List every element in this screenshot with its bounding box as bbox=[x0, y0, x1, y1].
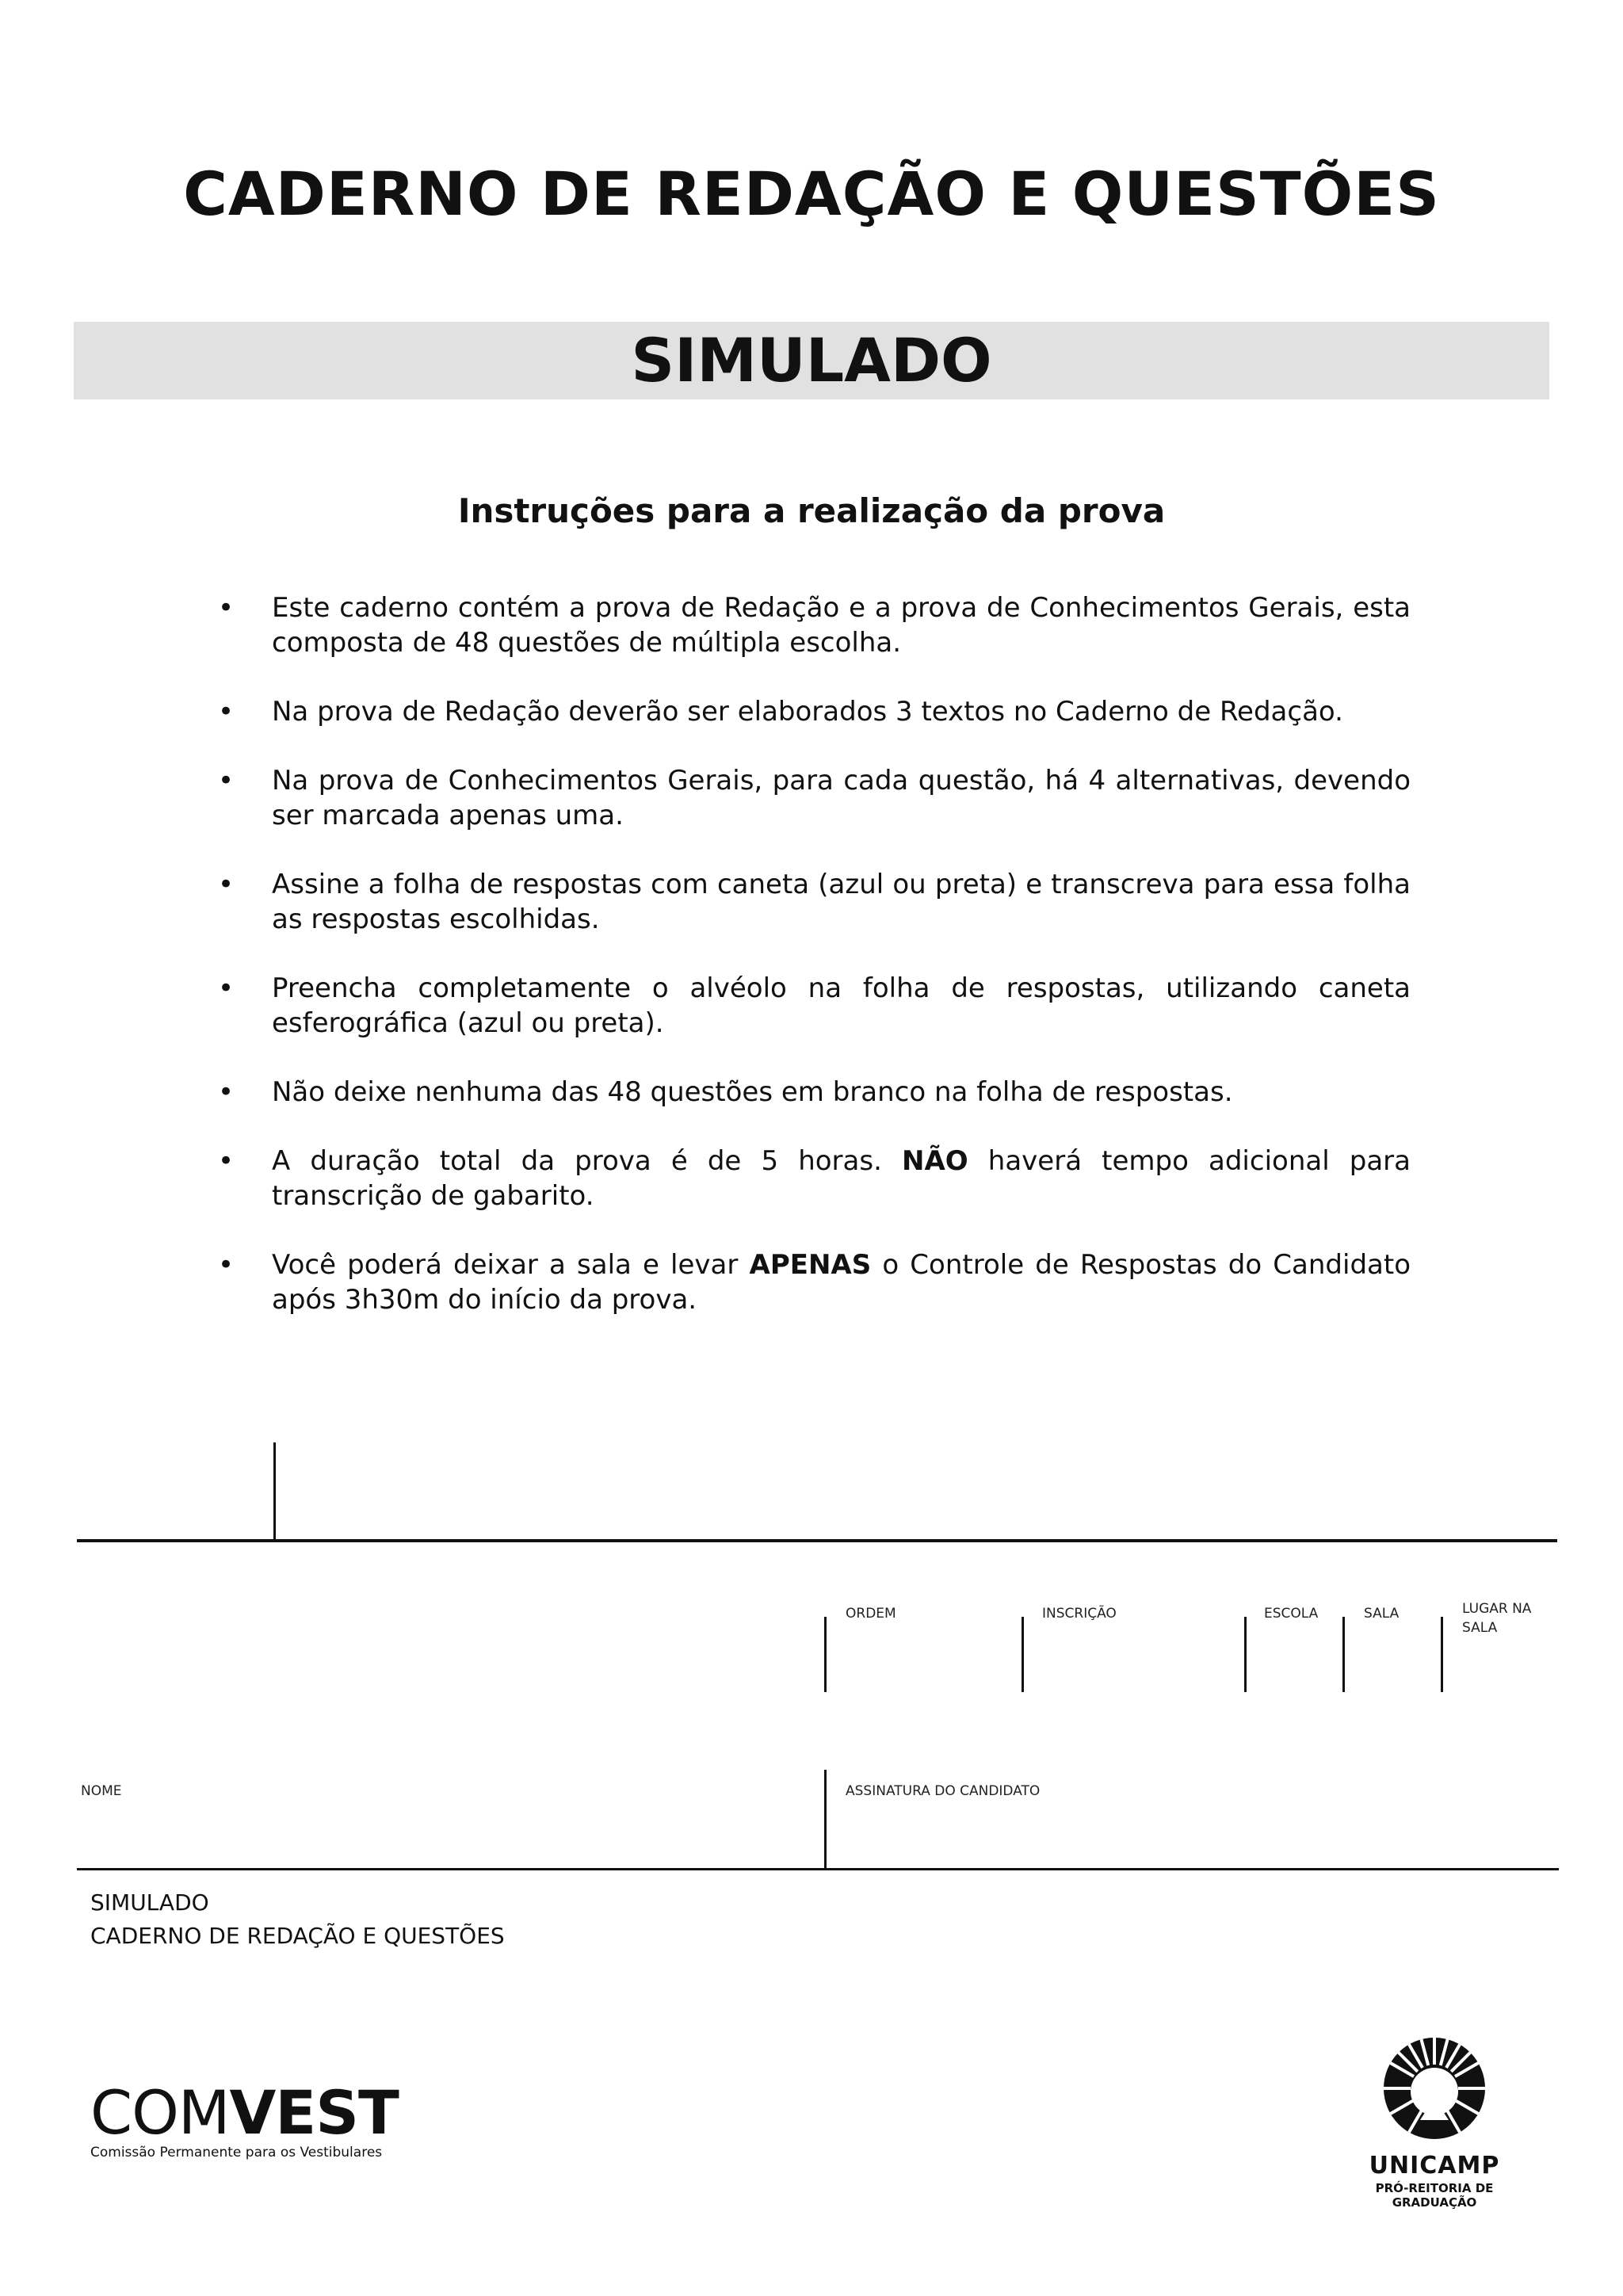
assinatura-divider bbox=[824, 1770, 827, 1869]
instructions-list bbox=[218, 590, 1411, 1351]
unicamp-emblem-icon bbox=[1379, 2033, 1490, 2144]
simulado-label: SIMULADO bbox=[631, 325, 992, 395]
form-top-divider bbox=[77, 1539, 1557, 1542]
comvest-logo: COMVEST Comissão Permanente para os Vestibulares bbox=[90, 2077, 399, 2160]
bullet-icon: • bbox=[218, 696, 235, 728]
bullet-icon: • bbox=[218, 1145, 235, 1177]
nome-label: NOME bbox=[81, 1783, 122, 1799]
form-bottom-divider bbox=[77, 1868, 1559, 1870]
instruction-item: • Na prova de Conhecimentos Gerais, para cada questão, há 4 alternativas, devendo ser marcada apenas uma. bbox=[218, 765, 1411, 831]
assinatura-label: ASSINATURA DO CANDIDATO bbox=[846, 1783, 1041, 1799]
instruction-item: • Você poderá deixar a sala e levar APENAS o Controle de Respostas do Candidato após 3h30m do início da prova. bbox=[218, 1249, 1411, 1316]
tear-mark-vertical bbox=[273, 1442, 276, 1539]
bullet-icon: • bbox=[218, 972, 235, 1004]
inscricao-label: INSCRIÇÃO bbox=[1042, 1606, 1117, 1622]
bullet-icon: • bbox=[218, 1076, 235, 1108]
escola-divider bbox=[1244, 1617, 1247, 1692]
footer-document-id: SIMULADO CADERNO DE REDAÇÃO E QUESTÕES bbox=[90, 1889, 505, 1949]
lugar-divider bbox=[1441, 1617, 1443, 1692]
bullet-icon: • bbox=[218, 592, 235, 624]
lugar-label: LUGAR NA SALA bbox=[1462, 1601, 1532, 1636]
sala-label: SALA bbox=[1364, 1606, 1400, 1622]
ordem-divider bbox=[824, 1617, 827, 1692]
simulado-band bbox=[74, 322, 1549, 399]
instruction-item: • Assine a folha de respostas com caneta (azul ou preta) e transcreva para essa folha as respostas escolhidas. bbox=[218, 869, 1411, 935]
instruction-item: • Este caderno contém a prova de Redação e a prova de Conhecimentos Gerais, esta composta de 48 questões de múltipla escolha. bbox=[218, 592, 1411, 659]
escola-label: ESCOLA bbox=[1264, 1606, 1319, 1622]
instruction-item: • A duração total da prova é de 5 horas. NÃO haverá tempo adicional para transcrição de gabarito. bbox=[218, 1145, 1411, 1212]
instruction-item: • Preencha completamente o alvéolo na folha de respostas, utilizando caneta esferográfica (azul ou preta). bbox=[218, 972, 1411, 1039]
instructions-heading: Instruções para a realização da prova bbox=[457, 491, 1166, 530]
bullet-icon: • bbox=[218, 765, 235, 797]
inscricao-divider bbox=[1022, 1617, 1024, 1692]
bullet-icon: • bbox=[218, 1249, 235, 1281]
instruction-item: • Não deixe nenhuma das 48 questões em branco na folha de respostas. bbox=[218, 1076, 1233, 1108]
ordem-label: ORDEM bbox=[846, 1606, 896, 1622]
sala-divider bbox=[1342, 1617, 1345, 1692]
document-title: CADERNO DE REDAÇÃO E QUESTÕES bbox=[183, 159, 1440, 229]
unicamp-logo: UNICAMP PRÓ-REITORIA DE GRADUAÇÃO bbox=[1331, 2033, 1537, 2210]
instruction-item: • Na prova de Redação deverão ser elaborados 3 textos no Caderno de Redação. bbox=[218, 696, 1343, 728]
bullet-icon: • bbox=[218, 869, 235, 900]
